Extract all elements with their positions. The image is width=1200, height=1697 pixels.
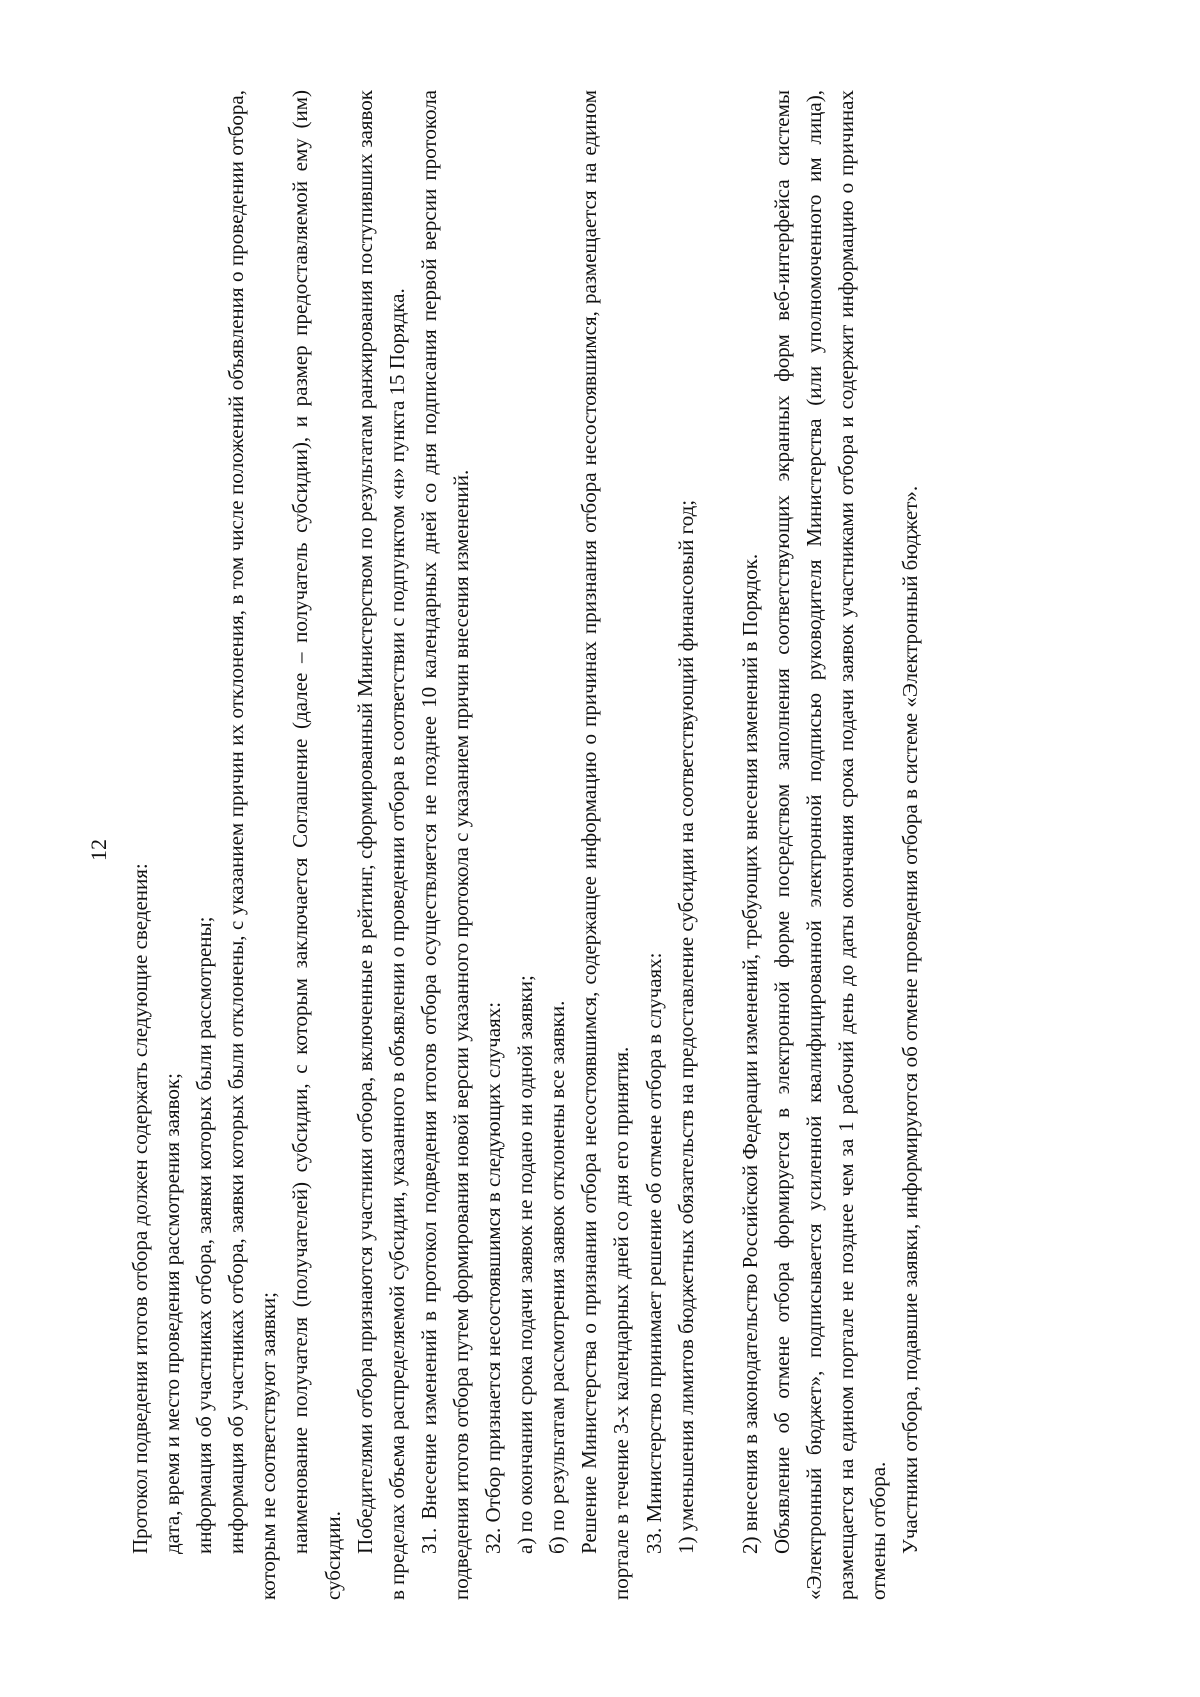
page-number: 12 (86, 839, 111, 861)
paragraph-date-time-place: дата, время и место проведения рассмотрения заявок; (160, 1073, 185, 1554)
paragraph-31-protocol-changes: 31. Внесение изменений в протокол подведения итогов отбора осуществляется не позднее 10 календарных дней со дня подписания первой версии протокола подведения итогов отбора путем формирования новой версии указанного протокола с указанием причин внесения изменений. (416, 90, 473, 1600)
paragraph-33-1: 1) уменьшения лимитов бюджетных обязательств на предоставление субсидии на соответствующий финансовый год; (673, 499, 698, 1554)
paragraph-protocol-contents: Протокол подведения итогов отбора должен содержать следующие сведения: (128, 863, 152, 1554)
paragraph-32a: а) по окончании срока подачи заявок не подано ни одной заявки; (513, 975, 538, 1554)
document-body (124, 90, 926, 1600)
paragraph-32-failed-selection: 32. Отбор признается несостоявшимся в следующих случаях: (481, 1001, 506, 1554)
paragraph-cancellation-notice: Объявление об отмене отбора формируется в электронной форме посредством заполнения соответствующих экранных форм веб-интерфейса системы «Электронный бюджет», подписывается усиленной квалифицированной электронной подписью руководителя Министерства (или уполномоченного им лица), размещается на едином портале не позднее чем за 1 рабочий день до даты окончания срока подачи заявок участниками отбора и содержит информацию о причинах отмены отбора. (769, 90, 891, 1600)
paragraph-33-2: 2) внесения в законодательство Российской Федерации изменений, требующих внесения изменений в Порядок. (737, 553, 762, 1554)
paragraph-ministry-decision: Решение Министерства о признании отбора несостоявшимся, содержащее информацию о причинах признания отбора несостоявшимся, размещается на едином портале в течение 3-х календарных дней со дня его принятия. (577, 90, 634, 1600)
paragraph-rejected-participants: информация об участниках отбора, заявки которых были отклонены, с указанием причин их отклонения, в том числе положений объявления о проведении отбора, которым не соответствуют заявки; (224, 90, 281, 1600)
paragraph-33-cancellation: 33. Министерство принимает решение об отмене отбора в случаях: (641, 952, 666, 1554)
rotated-document-page (66, 50, 1166, 1650)
paragraph-32b: б) по результатам рассмотрения заявок отклонены все заявки. (545, 1000, 570, 1554)
paragraph-winners: Победителями отбора признаются участники отбора, включенные в рейтинг, сформированный Министерством по результатам ранжирования поступивших заявок в пределах объема распределяемой субсидии, указанного в объявлении о проведении отбора в соответствии с подпунктом «н» пункта 15 Порядка. (352, 90, 409, 1600)
paragraph-recipient-name: наименование получателя (получателей) субсидии, с которым заключается Соглашение (далее – получатель субсидии), и размер предоставляемой ему (им) субсидии. (288, 90, 345, 1600)
paragraph-participants-informed: Участники отбора, подавшие заявки, информируются об отмене проведения отбора в системе «Электронный бюджет». (898, 485, 923, 1554)
paragraph-reviewed-participants: информация об участниках отбора, заявки которых были рассмотрены; (192, 916, 217, 1554)
